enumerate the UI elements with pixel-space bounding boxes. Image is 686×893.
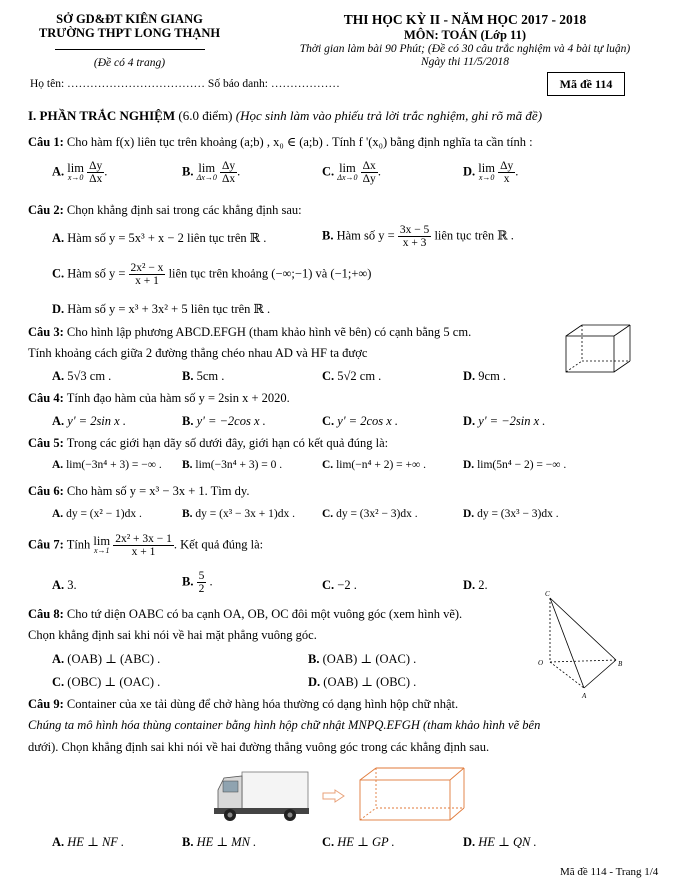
tetra-label-c: C xyxy=(545,590,550,598)
container-box-figure xyxy=(350,764,468,824)
q9-stem-2: Chúng ta mô hình hóa thùng container bằng hình hộp chữ nhật MNPQ.EFGH (tham khảo hình vẽ bên xyxy=(28,718,541,732)
q7-option-c: C. −2 . xyxy=(322,578,357,592)
q7-option-a: A. 3. xyxy=(52,578,77,592)
tetra-label-b: B xyxy=(618,660,623,668)
q5-option-d: D. lim(5n⁴ − 2) = −∞ . xyxy=(463,459,567,471)
q7-option-b: B. $\frac{5}{2}$ . xyxy=(182,570,213,595)
q2-option-d: D. Hàm số y = x³ + 3x² + 5 liên tục trên ℝ . xyxy=(52,302,271,316)
q6-option-b: B. dy = (x³ − 3x + 1)dx . xyxy=(182,508,295,520)
section-title: I. PHẦN TRẮC NGHIỆM (6.0 điểm) (Học sinh làm vào phiếu trả lời trắc nghiệm, ghi rõ mã đề) xyxy=(28,108,543,123)
q4-option-b: B. y' = −2cos x . xyxy=(182,414,266,428)
q3-stem: Câu 3: Cho hình lập phương ABCD.EFGH (tham khảo hình vẽ bên) có cạnh bằng 5 cm. xyxy=(28,325,472,339)
dept-name: SỞ GD&ĐT KIÊN GIANG xyxy=(56,12,203,26)
q4-option-c: C. y' = 2cos x . xyxy=(322,414,399,428)
q4-option-d: D. y' = −2sin x . xyxy=(463,414,546,428)
q8-option-d: D. (OAB) ⊥ (OBC) . xyxy=(308,675,417,689)
tetra-label-a: A xyxy=(582,692,587,700)
q2-option-c: C. Hàm số y = $\frac{\text{2x² − x}}{x + 1}$ liên tục trên khoảng (−∞;−1) và (−1;+∞) xyxy=(52,262,372,287)
name-line: Họ tên: ……………………………… Số báo danh: ……………… xyxy=(30,78,340,90)
q9-option-b: B. HE ⊥ MN . xyxy=(182,835,257,849)
time-note: Thời gian làm bài 90 Phút; (Đề có 30 câu trắc nghiệm và 4 bài tự luận) xyxy=(299,43,631,55)
q8-option-c: C. (OBC) ⊥ (OAC) . xyxy=(52,675,161,689)
q3-stem-2: Tính khoảng cách giữa 2 đường thẳng chéo nhau AD và HF ta được xyxy=(28,346,368,360)
q6-option-d: D. dy = (3x³ − 3)dx . xyxy=(463,508,559,520)
q6-option-c: C. dy = (3x² − 3)dx . xyxy=(322,508,418,520)
q6-option-a: A. dy = (x² − 1)dx . xyxy=(52,508,142,520)
q6-stem: Câu 6: Cho hàm số y = x³ − 3x + 1. Tìm dy. xyxy=(28,484,250,498)
q9-option-d: D. HE ⊥ QN . xyxy=(463,835,537,849)
q9-stem-3: dưới). Chọn khẳng định sai khi nói về hai đường thẳng vuông góc trong các khẳng định sau. xyxy=(28,740,490,754)
q8-stem-2: Chọn khẳng định sai khi nói về hai mặt phẳng vuông góc. xyxy=(28,628,317,642)
q7-stem: Câu 7: Tính lim x→1 $\frac{\text{2x² + 3x − 1}}{x + 1}$ . Kết quả đúng là: xyxy=(28,533,264,558)
q7-option-d: D. 2. xyxy=(463,578,488,592)
header-divider xyxy=(55,49,205,50)
q3-option-c: C. 5√2 cm . xyxy=(322,369,382,383)
school-name: TRƯỜNG THPT LONG THẠNH xyxy=(38,26,221,40)
q3-option-d: D. 9cm . xyxy=(463,369,507,383)
q1-stem: Câu 1: Cho hàm f(x) liên tục trên khoảng (a;b) , x₀ ∈ (a;b) . Tính f '(x₀) bằng định nghĩa ta cần tính : xyxy=(28,135,533,149)
q9-option-c: C. HE ⊥ GP . xyxy=(322,835,395,849)
q1-option-a: A. lim x→0 $\frac{\Delta y}{\Delta x}$ . xyxy=(52,160,108,185)
q5-option-a: A. lim(−3n⁴ + 3) = −∞ . xyxy=(52,459,162,471)
q4-option-a: A. y' = 2sin x . xyxy=(52,414,126,428)
q3-option-b: B. 5cm . xyxy=(182,369,225,383)
q3-option-a: A. 5√3 cm . xyxy=(52,369,112,383)
q5-stem: Câu 5: Trong các giới hạn dãy số dưới đây, giới hạn có kết quả đúng là: xyxy=(28,436,389,450)
q8-option-a: A. (OAB) ⊥ (ABC) . xyxy=(52,652,161,666)
q8-stem: Câu 8: Cho tứ diện OABC có ba cạnh OA, OB, OC đôi một vuông góc (xem hình vẽ). xyxy=(28,607,463,621)
q2-stem: Câu 2: Chọn khẳng định sai trong các khẳng định sau: xyxy=(28,203,302,217)
q8-option-b: B. (OAB) ⊥ (OAC) . xyxy=(308,652,417,666)
q1-option-d: D. lim x→0 $\frac{\Delta y}{x}$ . xyxy=(463,160,519,185)
q5-option-b: B. lim(−3n⁴ + 3) = 0 . xyxy=(182,459,283,471)
pages-note: (Đề có 4 trang) xyxy=(93,57,166,69)
q4-stem: Câu 4: Tính đạo hàm của hàm số y = 2sin x + 2020. xyxy=(28,391,290,405)
q9-option-a: A. HE ⊥ NF . xyxy=(52,835,125,849)
exam-code-box: Mã đề 114 xyxy=(547,72,625,96)
arrow-icon xyxy=(322,789,346,803)
subject: MÔN: TOÁN (Lớp 11) xyxy=(403,28,527,42)
date-note: Ngày thi 11/5/2018 xyxy=(421,56,509,68)
cube-figure xyxy=(560,320,640,380)
q5-option-c: C. lim(−n⁴ + 2) = +∞ . xyxy=(322,459,426,471)
q1-option-b: B. lim Δx→0 $\frac{\Delta y}{\Delta x}$ . xyxy=(182,160,241,185)
truck-image xyxy=(212,768,312,824)
tetra-label-o: O xyxy=(538,659,544,667)
page-footer: Mã đề 114 - Trang 1/4 xyxy=(560,866,659,878)
q2-option-a: A. Hàm số y = 5x³ + x − 2 liên tục trên ℝ . xyxy=(52,231,267,245)
q1-option-c: C. lim Δx→0 $\frac{\Delta x}{\Delta y}$ . xyxy=(322,160,381,185)
q2-option-b: B. Hàm số y = $\frac{3x - 5}{x + 3}$ liên tục trên ℝ . xyxy=(322,224,514,249)
q9-stem: Câu 9: Container của xe tải dùng để chở hàng hóa thường có dạng hình hộp chữ nhật. xyxy=(28,697,459,711)
exam-title: THI HỌC KỲ II - NĂM HỌC 2017 - 2018 xyxy=(343,12,587,27)
tetrahedron-figure xyxy=(532,588,628,700)
